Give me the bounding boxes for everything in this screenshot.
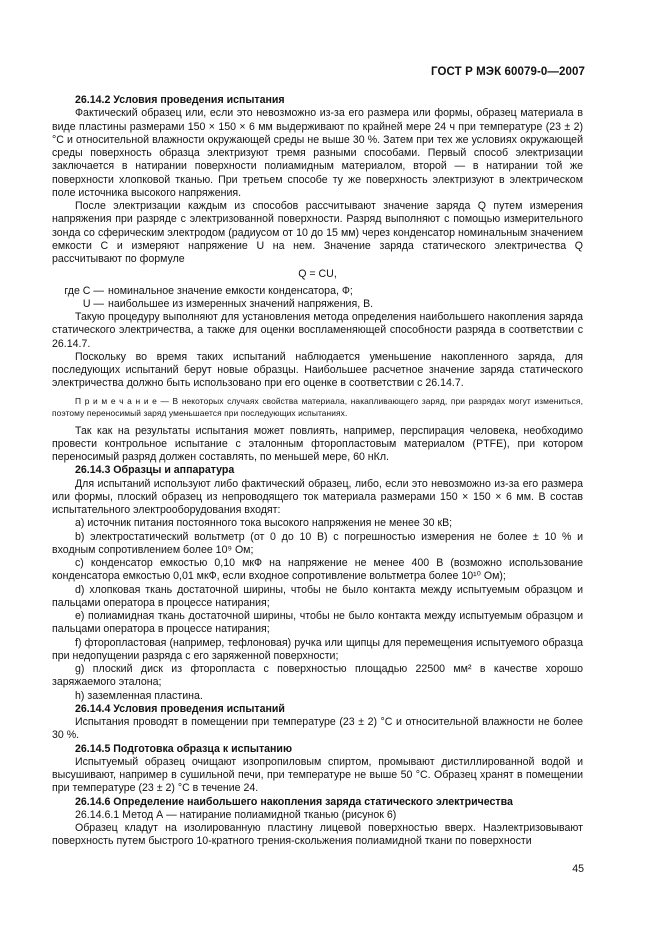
note-paragraph: П р и м е ч а н и е — В некоторых случаях свойства материала, накапливающего заряд, при разрядах могут измениться, поэтому переносимый заряд уменьшается при последующих испытаниях.: [52, 395, 583, 418]
paragraph: b) электростатический вольтметр (от 0 до 10 В) с погрешностью измерения не более ± 10 % и входным сопротивлением более 10⁹ Ом;: [52, 530, 583, 556]
paragraph: 26.14.6.1 Метод А — натирание полиамидной тканью (рисунок 6): [75, 808, 397, 821]
paragraph: f) фторопластовая (например, тефлоновая) ручка или щипцы для перемещения испытуемого образца при недопущении разряда с его заряженной поверхности;: [52, 636, 583, 662]
definition-row: [52, 298, 583, 311]
section-heading: 26.14.2 Условия проведения испытания: [75, 94, 285, 106]
document-body: [52, 94, 583, 849]
definition-text: номинальное значение емкости конденсатора, Ф;: [108, 284, 353, 297]
paragraph: a) источник питания постоянного тока высокого напряжения не менее 30 кВ;: [75, 517, 453, 530]
page-number: 45: [572, 863, 584, 875]
paragraph: Поскольку во время таких испытаний наблюдается уменьшение накопленного заряда, для последующих испытаний берут новые образцы. Наибольшее расчетное значение заряда статического электричества должно быть использовано при его оценке в соответствии с 26.14.7.: [52, 350, 583, 390]
paragraph: e) полиамидная ткань достаточной ширины, чтобы не было контакта между испытуемым образцом и пальцами оператора в процессе натирания;: [52, 610, 583, 636]
paragraph: Для испытаний используют либо фактический образец, либо, если это невозможно из-за его размера или формы, плоский образец из непроводящего ток материала размерами 150 × 150 × 6 мм. В состав испытательного электрооборудования входят:: [52, 477, 583, 516]
paragraph: Образец кладут на изолированную пластину лицевой поверхностью вверх. Наэлектризовывают поверхность путем быстрого 10-кратного трения-скольжения полиамидной ткани по поверхности: [52, 822, 583, 848]
paragraph: Так как на результаты испытания может повлиять, например, перспирация человека, необходимо провести контрольное испытание с эталонным фторопластовым материалом (PTFE), при котором переносимый разряд должен составлять, по меньшей мере, 60 нКл.: [52, 424, 583, 463]
section-heading: 26.14.4 Условия проведения испытаний: [75, 702, 285, 715]
section-heading: 26.14.6 Определение наибольшего накопления заряда статического электричества: [75, 795, 513, 808]
paragraph: g) плоский диск из фторопласта с поверхностью площадью 22500 мм² в качестве хорошо заряжаемого эталона;: [52, 663, 583, 689]
definition-row: [52, 285, 583, 298]
paragraph: c) конденсатор емкостью 0,10 мкФ на напряжение не менее 400 В (возможно использование конденсатора емкостью 0,01 мкФ, если входное сопротивление вольтметра более 10¹⁰ Ом);: [52, 557, 583, 583]
paragraph: После электризации каждым из способов рассчитывают значение заряда Q путем измерения напряжения при разряде с электризованной поверхности. Разряд выполняют с помощью измерительного зонда со сферическим электродом (радиусом от 10 до 15 мм) через конденсатор номинальным значением емкости C и измеряют напряжение U на нем. Значение заряда статического электричества Q рассчитывают по формуле: [52, 200, 583, 265]
paragraph: Фактический образец или, если это невозможно из-за его размера или формы, образец материала в виде пластины размерами 150 × 150 × 6 мм выдерживают по крайней мере 24 ч при температуре (23 ± 2) °С и относительной влажности окружающей среды не выше 30 %. Затем при тех же условиях окружающей среды поверхность образца электризуют тремя разными способами. Первый способ электризации заключается в натирании поверхности полиамидным материалом, второй — в натирании той же поверхности хлопковой тканью. При третьем способе ту же поверхность электризуют в электрическом поле источника высокого напряжения.: [52, 107, 583, 199]
definition-symbol: U —: [82, 297, 104, 310]
paragraph: h) заземленная пластина.: [75, 689, 203, 702]
paragraph: Такую процедуру выполняют для установления метода определения наибольшего накопления заряда статического электричества, а также для оценки воспламеняющей способности разряда в соответствии с 26.14.7.: [52, 311, 583, 350]
section-heading: 26.14.5 Подготовка образца к испытанию: [75, 742, 292, 755]
paragraph: Испытуемый образец очищают изопропиловым спиртом, промывают дистиллированной водой и высушивают, например в сушильной печи, при температуре не выше 50 °С. Образец хранят в помещении при температуре (23 ± 2) °С в течение 24.: [52, 755, 583, 795]
paragraph: d) хлопковая ткань достаточной ширины, чтобы не было контакта между испытуемым образцом и пальцами оператора в процессе натирания;: [52, 583, 583, 609]
definition-text: наибольшее из измеренных значений напряжения, В.: [108, 297, 374, 310]
formula: Q = CU,: [298, 268, 337, 281]
paragraph: Испытания проводят в помещении при температуре (23 ± 2) °С и относительной влажности не более 30 %.: [52, 716, 583, 742]
definition-symbol: где C —: [64, 284, 104, 297]
page-header: ГОСТ Р МЭК 60079-0—2007: [431, 66, 585, 78]
section-heading: 26.14.3 Образцы и аппаратура: [75, 464, 235, 477]
